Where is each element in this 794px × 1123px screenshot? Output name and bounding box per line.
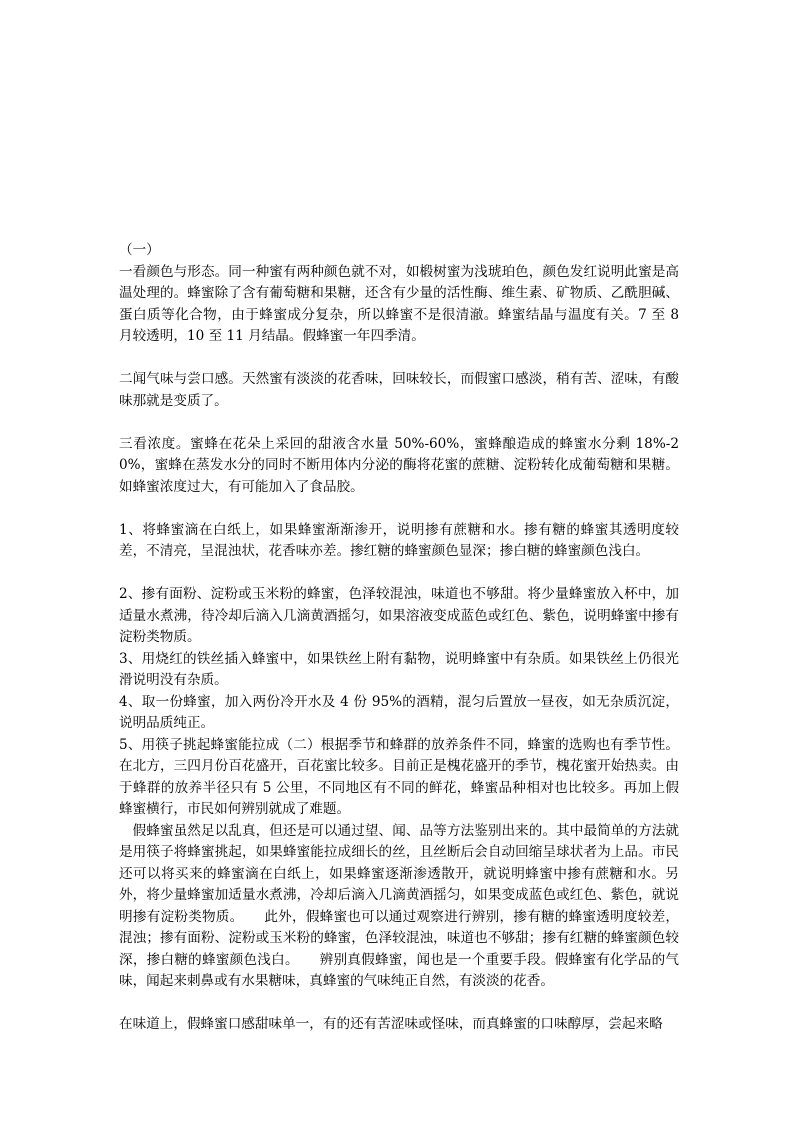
- paragraph-smell-taste: 二闻气味与尝口感。天然蜜有淡淡的花香味，回味较长，而假蜜口感淡，稍有苦、涩味，有酸味那就是变质了。: [119, 371, 679, 409]
- paragraph-spacer: [119, 498, 679, 520]
- paragraph-look-color: 一看颜色与形态。同一种蜜有两种颜色就不对，如椴树蜜为浅琥珀色，颜色发红说明此蜜是高温处理的。蜂蜜除了含有葡萄糖和果糖，还含有少量的活性酶、维生素、矿物质、乙酰胆碱、蛋白质等化合物，由于蜂蜜成分复杂，所以蜂蜜不是很清澈。蜂蜜结晶与温度有关。7 至 8 月较透明，10 至 11 月结晶。假蜂蜜一年四季清。: [119, 263, 679, 344]
- paragraph-tip-5: 5、用筷子挑起蜂蜜能拉成（二）根据季节和蜂群的放养条件不同，蜂蜜的选购也有季节性。在北方，三四月份百花盛开，百花蜜比较多。目前正是槐花盛开的季节，槐花蜜开始热卖。由于蜂群的放养半径只有 5 公里，不同地区有不同的鲜花，蜂蜜品种相对也比较多。再加上假蜂蜜横行，市民如何辨别就成了难题。: [119, 736, 679, 817]
- paragraph-tip-1: 1、将蜂蜜滴在白纸上，如果蜂蜜渐渐渗开，说明掺有蔗糖和水。掺有糖的蜂蜜其透明度较差，不清亮，呈混浊状，花香味亦差。掺红糖的蜂蜜颜色显深；掺白糖的蜂蜜颜色浅白。: [119, 521, 679, 559]
- paragraph-tip-2: 2、掺有面粉、淀粉或玉米粉的蜂蜜，色泽较混浊，味道也不够甜。将少量蜂蜜放入杯中，加适量水煮沸，待冷却后滴入几滴黄酒摇匀，如果溶液变成蓝色或红色、紫色，说明蜂蜜中掺有淀粉类物质。: [119, 586, 679, 645]
- paragraph-spacer: [119, 993, 679, 1015]
- section-heading: （一）: [119, 242, 160, 258]
- paragraph-spacer: [119, 348, 679, 370]
- paragraph-identify-fake: 假蜂蜜虽然足以乱真，但还是可以通过望、闻、品等方法鉴别出来的。其中最简单的方法就是用筷子将蜂蜜挑起，如果蜂蜜能拉成细长的丝，且丝断后会自动回缩呈球状者为上品。市民还可以将买来的蜂蜜滴在白纸上，如果蜂蜜逐渐渗透散开，就说明蜂蜜中掺有蔗糖和水。另外，将少量蜂蜜加适量水煮沸，冷却后滴入几滴黄酒摇匀，如果变成蓝色或红色、紫色，就说明掺有淀粉类物质。 此外，假蜂蜜也可以通过观察进行辨别，掺有糖的蜂蜜透明度较差，混浊；掺有面粉、淀粉或玉米粉的蜂蜜，色泽较混浊，味道也不够甜；掺有红糖的蜂蜜颜色较深，掺白糖的蜂蜜颜色浅白。 辨别真假蜂蜜，闻也是一个重要手段。假蜂蜜有化学品的气味，闻起来刺鼻或有水果糖味，真蜂蜜的气味纯正自然，有淡淡的花香。: [119, 822, 679, 989]
- paragraph-concentration: 三看浓度。蜜蜂在花朵上采回的甜液含水量 50%-60%，蜜蜂酿造成的蜂蜜水分剩 18%-20%，蜜蜂在蒸发水分的同时不断用体内分泌的酶将花蜜的蔗糖、淀粉转化成葡萄糖和果糖。如蜂蜜浓度过大，有可能加入了食品胶。: [119, 435, 679, 495]
- paragraph-taste: 在味道上，假蜂蜜口感甜味单一，有的还有苦涩味或怪味，而真蜂蜜的口味醇厚，尝起来略: [119, 1016, 663, 1032]
- paragraph-tip-4: 4、取一份蜂蜜，加入两份冷开水及 4 份 95%的酒精，混匀后置放一昼夜，如无杂质沉淀，说明品质纯正。: [119, 693, 679, 731]
- document-body: [119, 240, 679, 1036]
- paragraph-spacer: [119, 412, 679, 434]
- paragraph-spacer: [119, 563, 679, 585]
- paragraph-tip-3: 3、用烧红的铁丝插入蜂蜜中，如果铁丝上附有黏物，说明蜂蜜中有杂质。如果铁丝上仍很光滑说明没有杂质。: [119, 650, 679, 688]
